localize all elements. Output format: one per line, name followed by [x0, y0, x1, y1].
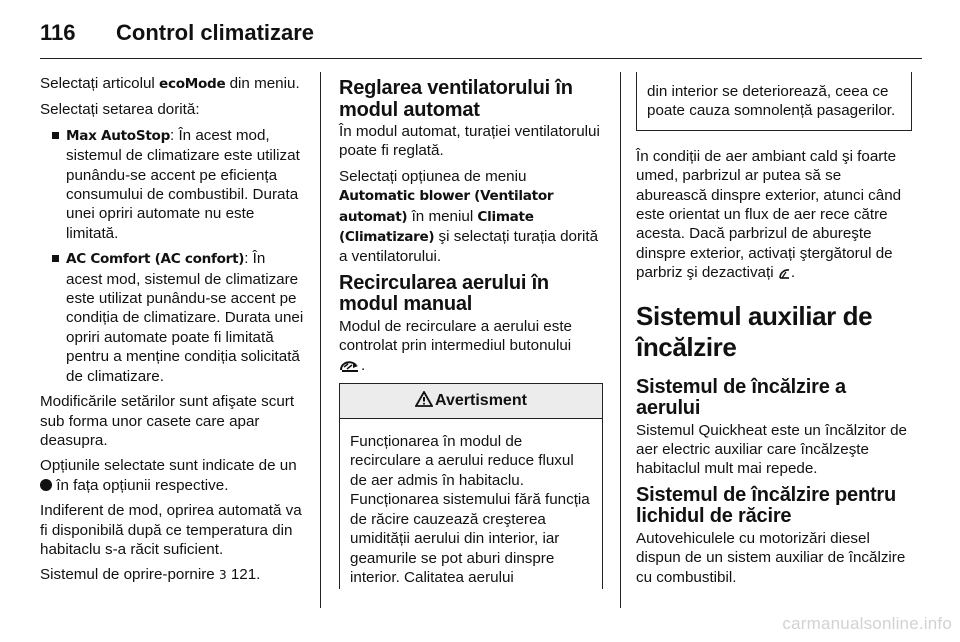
warning-triangle-glyph-icon: [415, 391, 433, 407]
paragraph-select-ecomode: Selectați articolul ecoMode din meniu.: [40, 75, 300, 92]
header-rule: [40, 58, 922, 59]
page-title: Control climatizare: [116, 20, 315, 45]
paragraph-stop-start-reference: Sistemul de oprire-pornire 3 121.: [40, 566, 261, 584]
warning-body: [340, 419, 602, 589]
paragraph-select-setting: Selectați setarea dorită:: [40, 101, 200, 119]
heading-coolant-heating: Sistemul de încălzire pentru lichidul de răcire: [636, 483, 897, 528]
page-header: [40, 20, 314, 46]
column-divider-1: [320, 72, 321, 608]
paragraph-auto-stop-availability: Indiferent de mod, oprirea automată va fi disponibilă după ce temperatura din habitaclu s-a răcit suficient.: [40, 502, 302, 558]
heading-auxiliary-heating: Sistemul auxiliar de încălzire: [636, 300, 873, 362]
page-number: 116: [40, 20, 76, 45]
paragraph-coolant-heater: Autovehiculele cu motorizări diesel dispun de un sistem auxiliar de încălzire cu combustibil.: [636, 529, 906, 586]
warning-title: Avertisment: [435, 392, 527, 410]
heading-fan-automatic: Reglarea ventilatorului în modul automat: [339, 77, 573, 121]
recirculation-icon: [339, 359, 361, 373]
bullet-dot-icon: [40, 479, 52, 491]
paragraph-recirculation: Modul de recirculare a aerului este controlat prin intermediul butonului .: [339, 317, 572, 374]
column-3: [636, 72, 912, 593]
watermark: carmanualsonline.info: [782, 614, 952, 633]
paragraph-windshield-fog: În condiții de aer ambiant cald şi foarte umed, parbrizul ar putea să se aburească dinspre exterior, atunci când este orientat un flux de aer rece către acesta. Dacă parbrizul de abureşte dinspre exterior, activați ştergătorul de parbriz şi dezactivați .: [636, 147, 902, 282]
column-divider-2: [620, 72, 621, 608]
paragraph-fan-auto: În modul automat, turației ventilatorului poate fi reglată.: [339, 123, 600, 160]
mode-list: [40, 126, 305, 386]
paragraph-settings-display: Modificările setărilor sunt afişate scurt sub forma unor casete care apar deasupra.: [40, 393, 295, 449]
warning-box: [339, 383, 603, 589]
warning-text: Funcționarea în modul de recirculare a aerului reduce fluxul de aer admis în habitaclu. Funcționarea sistemului fără funcția de răcire cauzează creşterea umidității aerului din interior, iar geamurile se pot aburi dinspre interior. Calitatea aerului: [350, 433, 590, 586]
warning-continued-text: din interior se deteriorează, ceea ce poate cauza somnolență pasagerilor.: [647, 83, 896, 120]
bullet-square: [52, 255, 59, 262]
list-item-ac-comfort: AC Comfort (AC confort): În acest mod, sistemul de climatizare este utilizat punându-se accent pe condiția de climatizare. Durata unei opriri automate poate fi limitată pentru a menține condiția solicitată de climatizare.: [40, 249, 305, 386]
heading-air-heating: Sistemul de încălzire a aerului: [636, 375, 846, 420]
wiper-icon: [778, 267, 791, 280]
warning-header: [340, 384, 602, 419]
paragraph-fan-menu: Selectați opțiunea de meniu Automatic blower (Ventilator automat) în meniul Climate (Climatizare) şi selectați turația dorită a ventilatorului.: [339, 167, 599, 266]
heading-recirculation: Recircularea aerului în modul manual: [339, 271, 549, 316]
list-item-max-autostop: Max AutoStop: În acest mod, sistemul de climatizare este utilizat punându-se accent pe eficiența consumului de combustibil. Durata unei opriri automate nu este limitată.: [40, 126, 305, 243]
paragraph-quickheat: Sistemul Quickheat este un încălzitor de aer electric auxiliar care încălzeşte habitaclul mult mai repede.: [636, 421, 907, 478]
column-2: [339, 78, 603, 589]
column-1: [40, 74, 305, 592]
page-reference-arrow-icon: 3: [218, 568, 227, 583]
bullet-square: [52, 132, 59, 139]
paragraph-selected-options: Opțiunile selectate sunt indicate de un în fața opțiunii respective.: [40, 457, 297, 494]
warning-box-continued: [636, 72, 912, 131]
